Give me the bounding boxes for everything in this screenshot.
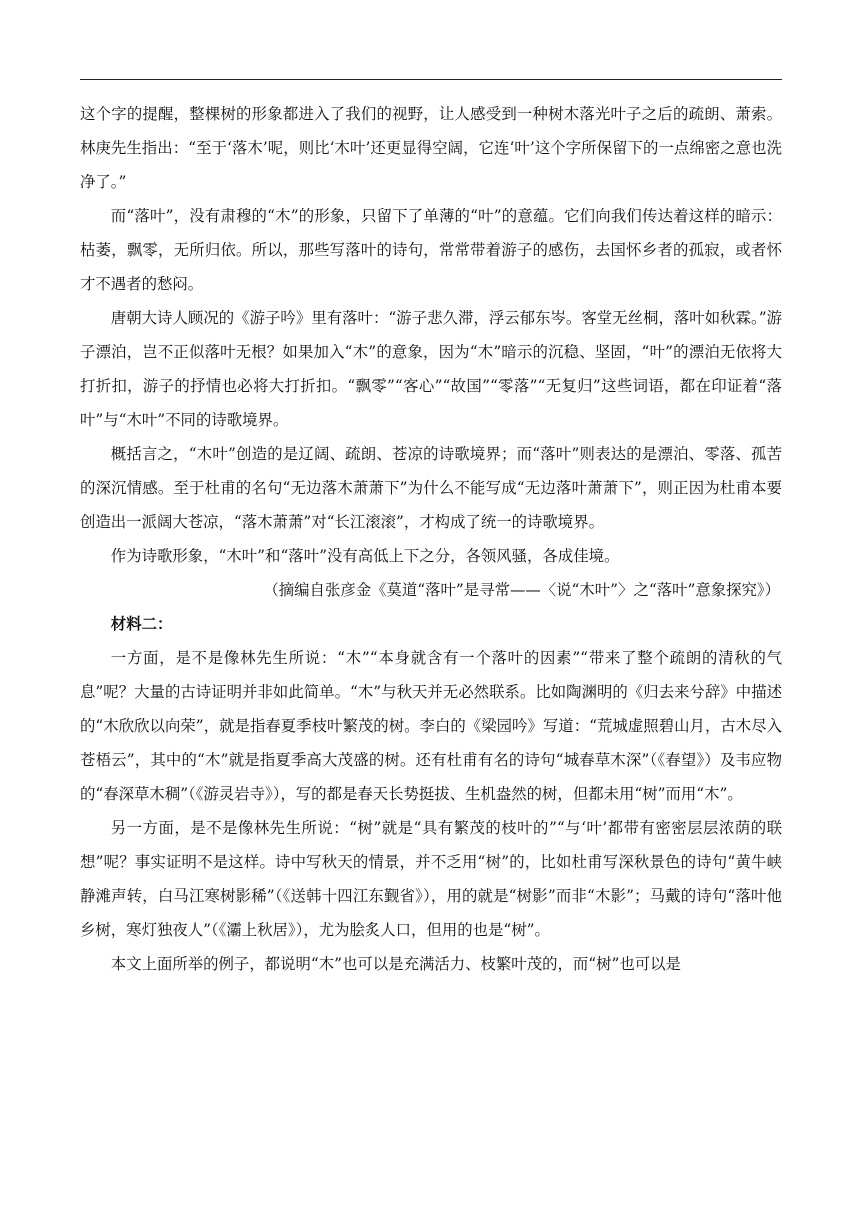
source-citation: （摘编自张彦金《莫道“落叶”是寻常——〈说“木叶”〉之“落叶”意象探究》）: [263, 581, 780, 599]
paragraph-material2-third: 本文上面所举的例子，都说明“木”也可以是充满活力、枝繁叶茂的，而“树”也可以是: [110, 955, 681, 973]
paragraph-luoye: 而“落叶”，没有肃穆的“木”的形象，只留下了单薄的“叶”的意蕴。它们向我们传达着这样的暗示：枯萎，飘零，无所归依。所以，那些写落叶的诗句，常常带着游子的感伤，去国怀乡者的孤寂，或者怀才不遇者的愁闷。: [80, 207, 782, 293]
material2-heading: 材料二：: [110, 615, 173, 633]
paragraph-material2-second: 另一方面，是不是像林先生所说：“树”就是“具有繁茂的枝叶的”“与‘叶’都带有密密层层浓荫的联想”呢？事实证明不是这样。诗中写秋天的情景，并不乏用“树”的，比如杜甫写深秋景色的诗句“黄牛峡静滩声转，白马江寒树影稀”（《送韩十四江东觐省》），用的就是“树影”而非“木影”；马戴的诗句“落叶他乡树，寒灯独夜人”（《灞上秋居》），尤为脍炙人口，但用的也是“树”。: [80, 819, 782, 939]
paragraph-summary: 概括言之，“木叶”创造的是辽阔、疏朗、苍凉的诗歌境界；而“落叶”则表达的是漂泊、零落、孤苦的深沉情感。至于杜甫的名句“无边落木萧萧下”为什么不能写成“无边落叶萧萧下”，则正因为杜甫本要创造出一派阔大苍凉，“落木萧萧”对“长江滚滚”，才构成了统一的诗歌境界。: [80, 445, 782, 531]
document-body: [80, 97, 782, 981]
paragraph-gukuang: 唐朝大诗人顾况的《游子吟》里有落叶：“游子悲久滞，浮云郁东岑。客堂无丝桐，落叶如秋霖。”游子漂泊，岂不正似落叶无根？如果加入“木”的意象，因为“木”暗示的沉稳、坚固，“叶”的漂泊无依将大打折扣，游子的抒情也必将大打折扣。“飘零”“客心”“故国”“零落”“无复归”这些词语，都在印证着“落叶”与“木叶”不同的诗歌境界。: [80, 309, 782, 429]
paragraph-conclusion: 作为诗歌形象，“木叶”和“落叶”没有高低上下之分，各领风骚，各成佳境。: [110, 547, 620, 565]
header-rule: [80, 79, 782, 80]
paragraph-material2-first: 一方面，是不是像林先生所说：“木”“本身就含有一个落叶的因素”“带来了整个疏朗的清秋的气息”呢？大量的古诗证明并非如此简单。“木”与秋天并无必然联系。比如陶渊明的《归去来兮辞》中描述的“木欣欣以向荣”，就是指春夏季枝叶繁茂的树。李白的《梁园吟》写道：“荒城虚照碧山月，古木尽入苍梧云”，其中的“木”就是指夏季高大茂盛的树。还有杜甫有名的诗句“城春草木深”（《春望》）及韦应物的“春深草木稠”（《游灵岩寺》），写的都是春天长势挺拔、生机盎然的树，但都未用“树”而用“木”。: [80, 649, 782, 803]
paragraph-continuation: 这个字的提醒，整棵树的形象都进入了我们的视野，让人感受到一种树木落光叶子之后的疏朗、萧索。林庚先生指出：“至于‘落木’呢，则比‘木叶’还更显得空阔，它连‘叶’这个字所保留下的一点绵密之意也洗净了。”: [80, 105, 782, 191]
